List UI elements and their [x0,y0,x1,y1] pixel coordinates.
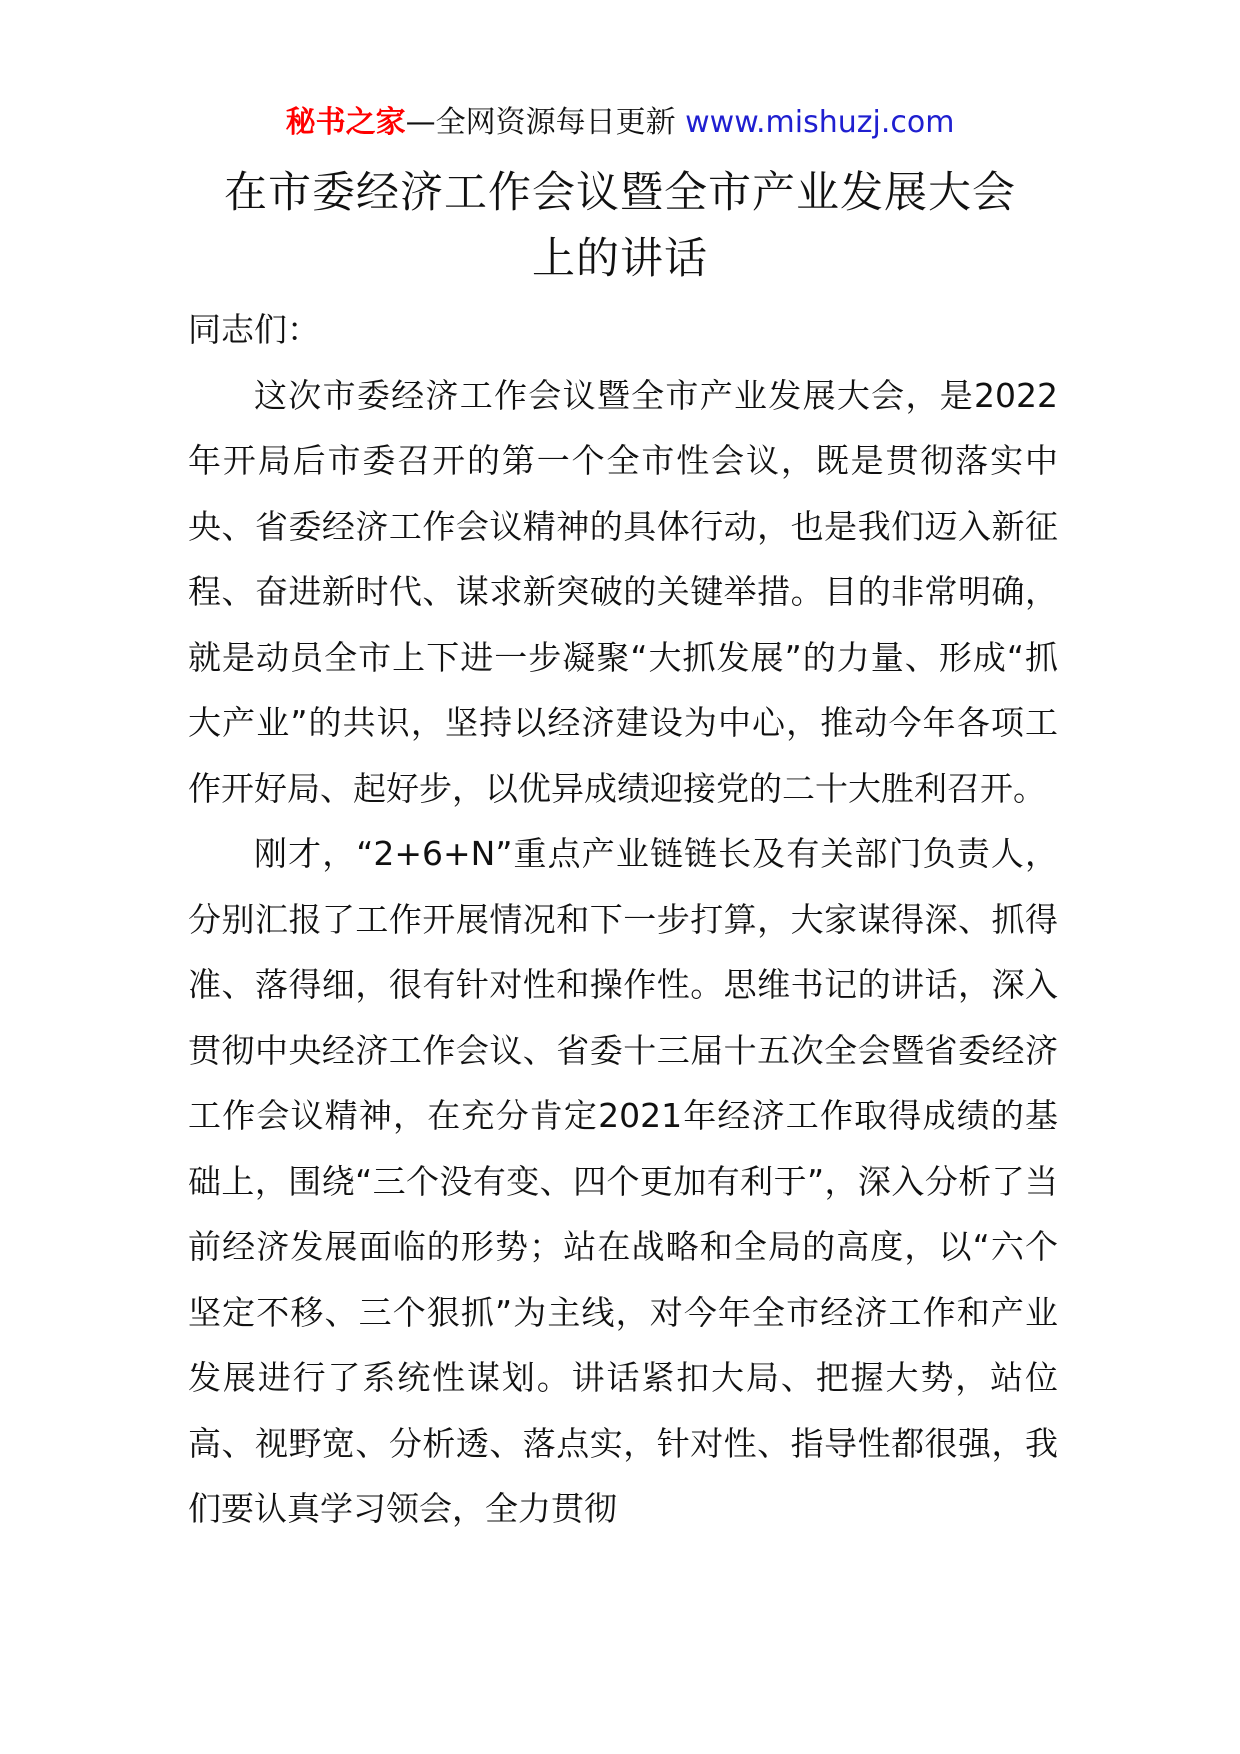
brand-name: 秘书之家 [285,105,406,140]
document-body [188,297,1058,1542]
document-title [150,160,1090,292]
site-url-link[interactable]: www.mishuzj.com [685,105,955,140]
header-tagline: —全网资源每日更新 [405,105,686,140]
paragraph-2: 刚才，“2+6+N”重点产业链链长及有关部门负责人，分别汇报了工作开展情况和下一步打算，大家谋得深、抓得准、落得细，很有针对性和操作性。思维书记的讲话，深入贯彻中央经济工作会议、省委十三届十五次全会暨省委经济工作会议精神，在充分肯定2021年经济工作取得成绩的基础上，围绕“三个没有变、四个更加有利于”，深入分析了当前经济发展面临的形势；站在战略和全局的高度，以“六个坚定不移、三个狠抓”为主线，对今年全市经济工作和产业发展进行了系统性谋划。讲话紧扣大局、把握大势，站位高、视野宽、分析透、落点实，针对性、指导性都很强，我们要认真学习领会，全力贯彻 [188,834,1058,1528]
title-line-2: 上的讲话 [532,234,708,284]
title-line-1: 在市委经济工作会议暨全市产业发展大会 [224,168,1016,218]
salutation: 同志们： [188,310,320,349]
site-header [0,103,1240,143]
paragraph-1: 这次市委经济工作会议暨全市产业发展大会，是2022年开局后市委召开的第一个全市性会议，既是贯彻落实中央、省委经济工作会议精神的具体行动，也是我们迈入新征程、奋进新时代、谋求新突破的关键举措。目的非常明确，就是动员全市上下进一步凝聚“大抓发展”的力量、形成“抓大产业”的共识，坚持以经济建设为中心，推动今年各项工作开好局、起好步，以优异成绩迎接党的二十大胜利召开。 [188,375,1058,808]
